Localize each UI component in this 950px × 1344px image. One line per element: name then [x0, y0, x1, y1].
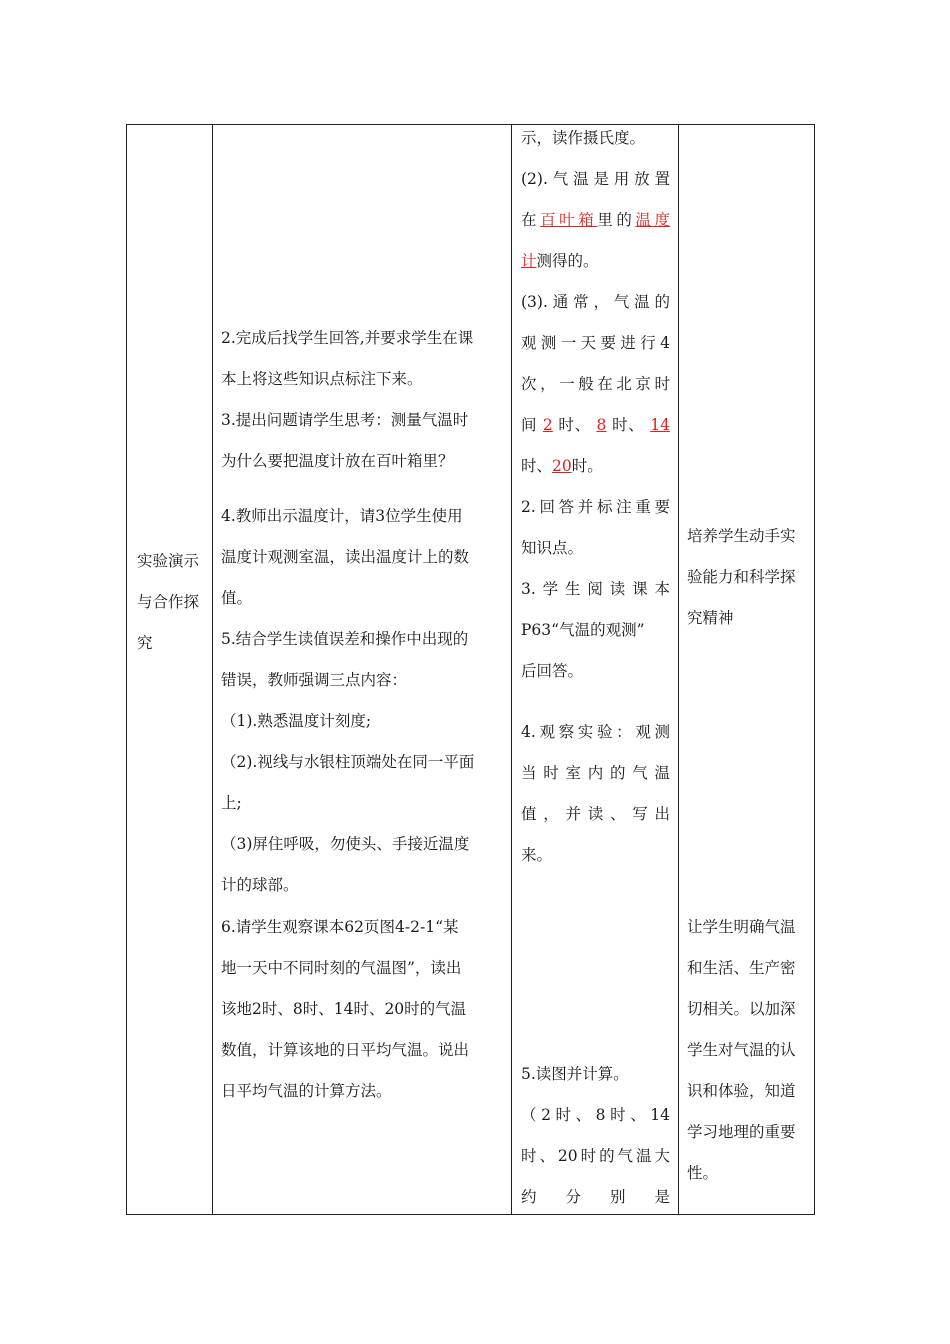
- teacher-activity-line: 值。: [221, 589, 253, 607]
- design-intent-line: 究精神: [687, 609, 734, 627]
- student-activity-line: 间 2 时、 8 时、 14: [521, 416, 670, 434]
- student-activity-line: 当时室内的气温: [521, 764, 670, 782]
- student-activity-line: 后回答。: [521, 662, 584, 680]
- student-activity-line: 值，并读、写出: [521, 805, 670, 823]
- student-activity-line: 时、20时的气温大: [521, 1147, 670, 1165]
- design-intent-line: 识和体验，知道: [687, 1082, 796, 1100]
- teacher-activity-line: 日平均气温的计算方法。: [221, 1082, 392, 1100]
- column-divider: [212, 125, 213, 1214]
- stage-label-cell: [137, 541, 207, 664]
- design-intent-line: 让学生明确气温: [687, 918, 796, 936]
- teacher-activity-line: 该地2时、8时、14时、20时的气温: [221, 1000, 467, 1018]
- blank-answer: 百叶箱: [540, 211, 598, 229]
- student-activity-line: (2).气温是用放置: [521, 170, 670, 188]
- teacher-activity-block-2: [221, 496, 507, 906]
- design-intent-line: 验能力和科学探: [687, 568, 796, 586]
- design-intent-line: 和生活、生产密: [687, 959, 796, 977]
- student-activity-line: (3).通常，气温的: [521, 293, 670, 311]
- design-intent-line: 性。: [687, 1164, 719, 1182]
- blank-answer: 2: [542, 416, 553, 434]
- blank-answer: 20: [552, 457, 572, 475]
- teacher-activity-line: 数值，计算该地的日平均气温。说出: [221, 1041, 470, 1059]
- design-intent-block-2: [687, 907, 809, 1194]
- student-activity-line: 在百叶箱里的温度: [521, 211, 670, 229]
- teacher-activity-line: 上;: [221, 794, 242, 812]
- teacher-activity-line: 3.提出问题请学生思考：测量气温时: [221, 411, 469, 429]
- teacher-activity-line: 4.教师出示温度计，请3位学生使用: [221, 507, 463, 525]
- student-activity-line: 4.观察实验：观测: [521, 723, 670, 741]
- student-activity-line: 时、20时。: [521, 457, 603, 475]
- teacher-activity-line: 6.请学生观察课本62页图4-2-1“某: [221, 918, 459, 936]
- student-activity-line: 3.学生阅读课本: [521, 580, 670, 598]
- student-activity-line: 来。: [521, 846, 553, 864]
- lesson-table: [126, 124, 815, 1215]
- student-activity-line: （2时、8时、14: [521, 1106, 670, 1124]
- design-intent-line: 培养学生动手实: [687, 527, 796, 545]
- design-intent-line: 学生对气温的认: [687, 1041, 796, 1059]
- student-activity-line: 次，一般在北京时: [521, 375, 670, 393]
- design-intent-line: 学习地理的重要: [687, 1123, 796, 1141]
- column-divider: [511, 125, 512, 1214]
- student-activity-line: 示，读作摄氏度。: [521, 129, 646, 147]
- student-activity-line: P63“气温的观测”: [521, 621, 645, 639]
- student-activity-cell: [521, 118, 670, 876]
- blank-answer: 温度: [635, 211, 670, 229]
- column-divider: [678, 125, 679, 1214]
- teacher-activity-block-1: [221, 318, 507, 482]
- stage-label-line: 究: [137, 634, 153, 652]
- student-activity-line: 约分别是: [521, 1188, 670, 1206]
- blank-answer: 计: [521, 252, 537, 270]
- blank-answer: 8: [596, 416, 607, 434]
- student-activity-line: 知识点。: [521, 539, 584, 557]
- stage-label-line: 实验演示: [137, 552, 200, 570]
- teacher-activity-line: 地一天中不同时刻的气温图”，读出: [221, 959, 462, 977]
- student-activity-line: 5.读图并计算。: [521, 1065, 629, 1083]
- teacher-activity-line: 温度计观测室温，读出温度计上的数: [221, 548, 470, 566]
- teacher-activity-line: 2.完成后找学生回答,并要求学生在课: [221, 329, 474, 347]
- teacher-activity-line: 本上将这些知识点标注下来。: [221, 370, 423, 388]
- teacher-activity-line: （3)屏住呼吸，勿使头、手接近温度: [221, 835, 470, 853]
- stage-label-line: 与合作探: [137, 593, 200, 611]
- student-activity-line: 观测一天要进行4: [521, 334, 670, 352]
- student-activity-cell-2: [521, 1054, 670, 1218]
- teacher-activity-line: 错误，教师强调三点内容：: [221, 671, 408, 689]
- teacher-activity-line: 5.结合学生读值误差和操作中出现的: [221, 630, 469, 648]
- teacher-activity-line: 为什么要把温度计放在百叶箱里？: [221, 452, 454, 470]
- teacher-activity-line: 计的球部。: [221, 876, 299, 894]
- student-activity-line: 计测得的。: [521, 252, 599, 270]
- design-intent-line: 切相关。以加深: [687, 1000, 796, 1018]
- teacher-activity-line: （2).视线与水银柱顶端处在同一平面: [221, 753, 475, 771]
- blank-answer: 14: [650, 416, 670, 434]
- design-intent-block-1: [687, 516, 809, 639]
- student-activity-line: 2.回答并标注重要: [521, 498, 670, 516]
- teacher-activity-block-3: [221, 907, 507, 1112]
- teacher-activity-line: （1).熟悉温度计刻度;: [221, 712, 372, 730]
